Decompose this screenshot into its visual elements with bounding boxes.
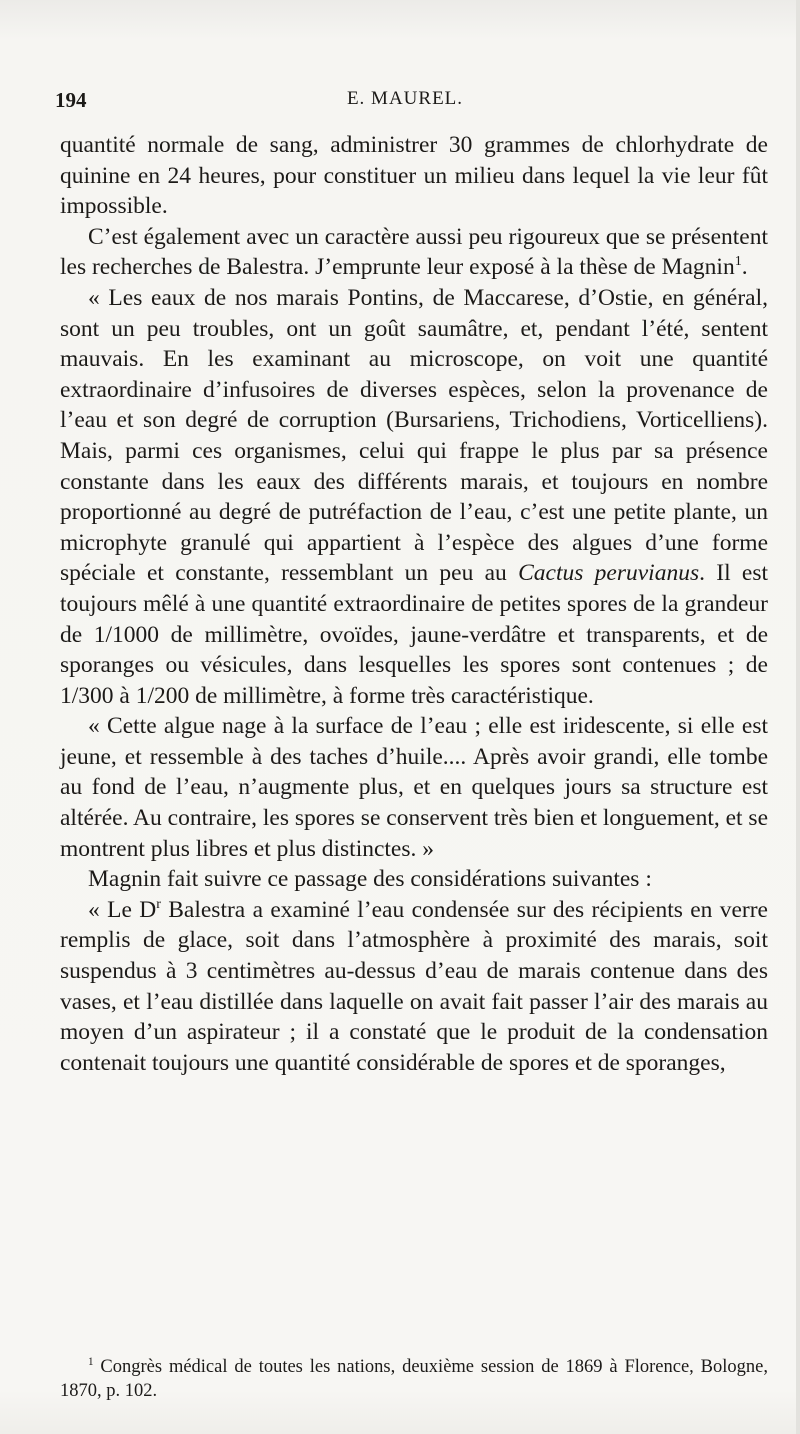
body-text — [60, 130, 768, 1078]
running-head: E. MAUREL. — [346, 88, 464, 109]
paragraph — [60, 130, 768, 222]
species-name: Cactus peruvianus — [518, 560, 700, 587]
footnote — [60, 1355, 768, 1403]
page-edge — [796, 0, 800, 1434]
paragraph — [60, 283, 768, 711]
paragraph-text: Balestra a examiné l’eau condensée sur des récipients en verre remplis de glace, soit dans l’atmosphère à proximité des marais, soit suspendus à 3 centimètres au-dessus d’eau de marais contenue dans des vases, et l’eau distillée dans laquelle on avait fait passer l’air des marais au moyen d’un aspirateur ; il a constaté que le produit de la condensation contenait toujours une quantité considérable de spores et de sporanges, — [60, 896, 768, 1076]
paragraph-text: « Cette algue nage à la surface de l’eau ; elle est iridescente, si elle est jeune, et ressemble à des taches d’huile.... Après avoir grandi, elle tombe au fond de l’eau, n’augmente plus, et en quelques jours sa structure est altérée. Au contraire, les spores se conservent très bien et longuement, et se montrent plus libres et plus distinctes. » — [60, 713, 769, 862]
page-header — [55, 88, 755, 118]
footnote-marker: 1 — [88, 1355, 94, 1368]
paragraph-text: quantité normale de sang, administrer 30 grammes de chlorhydrate de quinine en 24 heures, pour constituer un milieu dans lequel la vie leur fût impossible. — [60, 132, 768, 220]
abbreviation-superscript: r — [156, 896, 161, 913]
paragraph-text: . — [741, 254, 748, 281]
paragraph-text: C’est également avec un caractère aussi peu rigoureux que se présentent les recherches de Balestra. J’emprunte leur exposé à la thèse de Magnin — [60, 223, 768, 281]
footnote-text: Congrès médical de toutes les nations, deuxième session de 1869 à Florence, Bologne, 1870, p. 102. — [60, 1357, 768, 1401]
paragraph — [60, 895, 768, 1079]
paragraph — [60, 864, 768, 895]
footnote-reference[interactable]: 1 — [734, 253, 742, 270]
paragraph-text: « Le D — [88, 896, 157, 923]
paragraph-text: Magnin fait suivre ce passage des considérations suivantes : — [88, 866, 652, 893]
paragraph — [60, 711, 768, 864]
paragraph-text: . Il est toujours mêlé à une quantité extraordinaire de petites spores de la grandeur de 1/1000 de millimètre, ovoïdes, jaune-verdâtre et transparents, et de sporanges ou vésicules, dans lesquelles les spores sont contenues ; de 1/300 à 1/200 de millimètre, à forme très caractéristique. — [60, 560, 768, 709]
page-number: 194 — [55, 88, 87, 112]
paragraph-text: « Les eaux de nos marais Pontins, de Maccarese, d’Ostie, en général, sont un peu troubles, ont un goût saumâtre, et, pendant l’été, sentent mauvais. En les examinant au microscope, on voit une quantité extraordinaire d’infusoires de diverses espèces, selon la provenance de l’eau et son degré de corruption (Bursariens, Trichodiens, Vorticelliens). Mais, parmi ces organismes, celui qui frappe le plus par sa présence constante dans les eaux des différents marais, et toujours en nombre proportionné au degré de putréfaction de l’eau, c’est une petite plante, un microphyte granulé qui appartient à l’espèce des algues d’une forme spéciale et constante, ressemblant un peu au — [60, 284, 768, 587]
footnote-paragraph — [60, 1355, 768, 1403]
paragraph — [60, 222, 768, 283]
